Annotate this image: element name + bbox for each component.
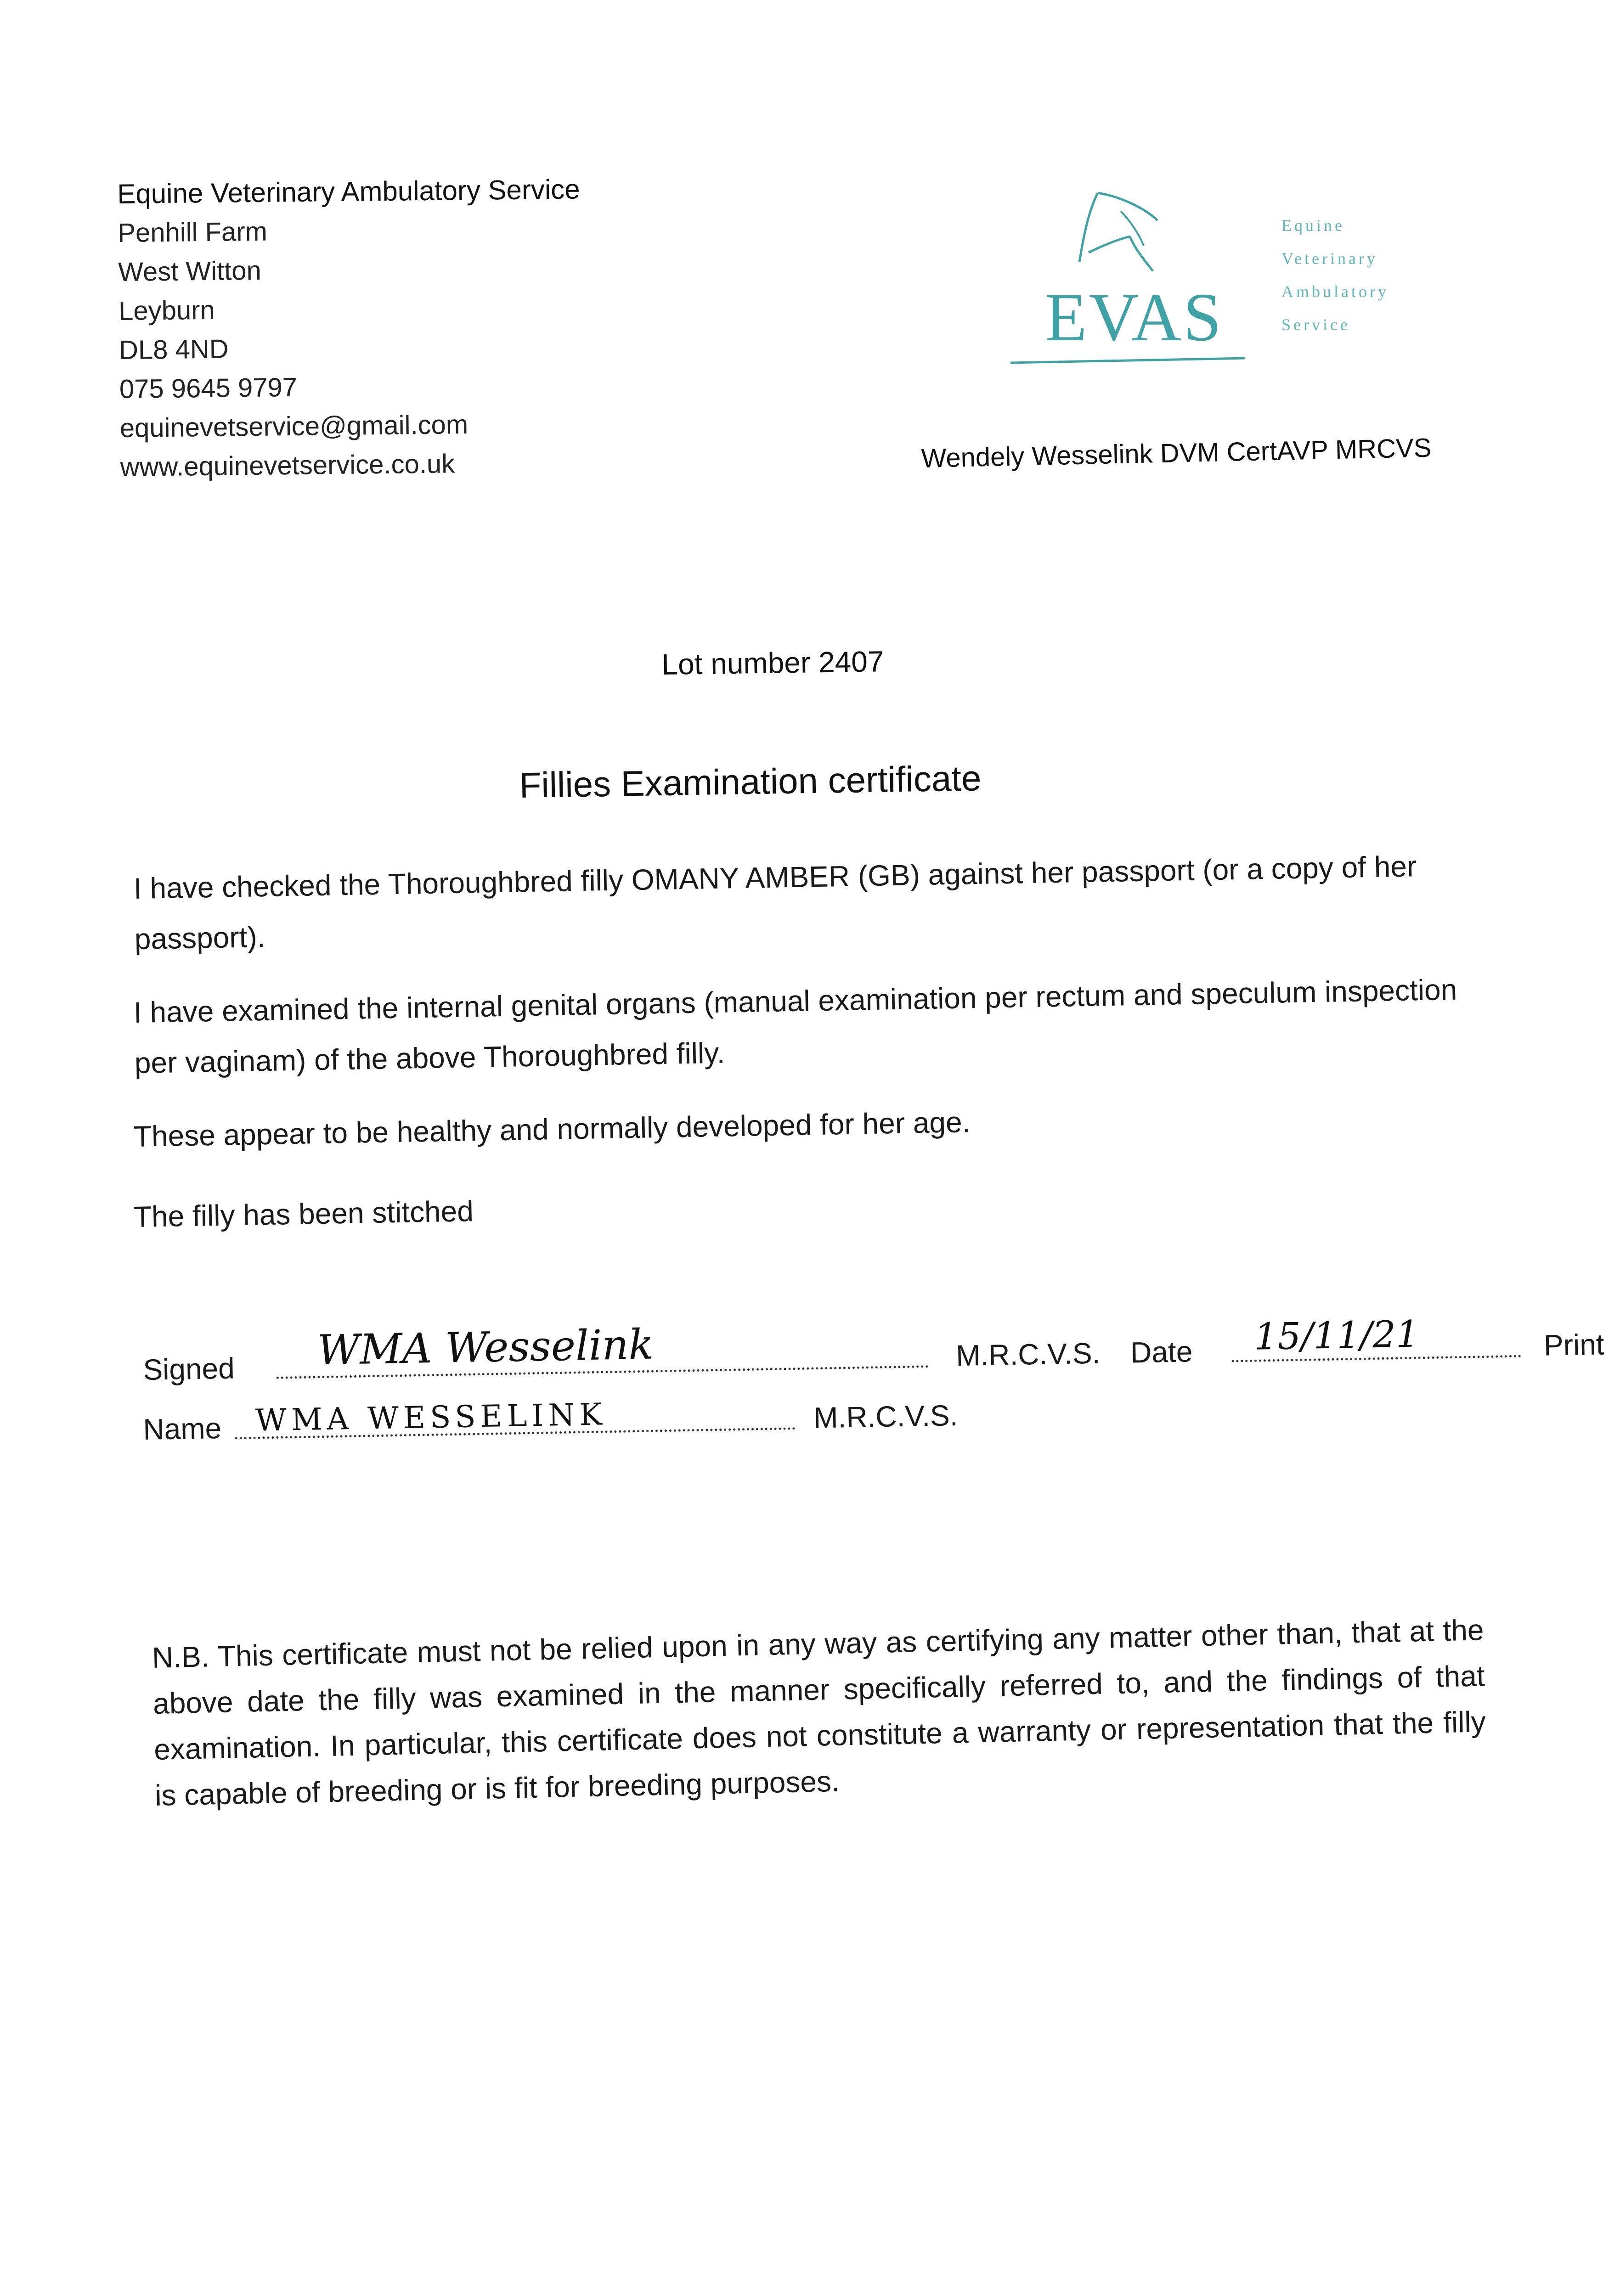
- logo-word: Equine: [1281, 216, 1345, 235]
- address-line: Penhill Farm: [117, 216, 268, 248]
- address-line: West Witton: [118, 255, 262, 287]
- logo-word: Veterinary: [1281, 249, 1378, 268]
- handwritten-signature: WMA Wesselink: [316, 1320, 654, 1375]
- logo-word: Service: [1281, 315, 1350, 334]
- phone-number: 075 9645 9797: [119, 372, 298, 404]
- mrcvs-label: M.R.C.V.S.: [955, 1336, 1101, 1373]
- address-line: Leyburn: [118, 295, 215, 326]
- postcode: DL8 4ND: [119, 334, 229, 365]
- name-label: Name: [142, 1412, 222, 1446]
- evas-logo: [1006, 184, 1442, 377]
- vet-name: Wendely Wesselink DVM CertAVP MRCVS: [921, 433, 1432, 473]
- logo-words: [1281, 209, 1389, 341]
- certificate-title: Fillies Examination certificate: [519, 758, 982, 805]
- paragraph-health: These appear to be healthy and normally developed for her age.: [133, 1105, 971, 1153]
- logo-word: Ambulatory: [1281, 282, 1389, 301]
- address-block: [117, 169, 672, 487]
- paragraph-stitched: The filly has been stitched: [133, 1194, 474, 1233]
- paragraph-passport-check: I have checked the Thoroughbred filly OMANY AMBER (GB) against her passport (or a copy of her passport).: [133, 850, 1417, 956]
- handwritten-date: 15/11/21: [1253, 1312, 1420, 1358]
- lot-number: Lot number 2407: [661, 645, 884, 681]
- organisation-name: Equine Veterinary Ambulatory Service: [117, 174, 580, 209]
- signed-label: Signed: [142, 1351, 235, 1386]
- paragraph-examination: I have examined the internal genital organs (manual examination per rectum and speculum inspection per vaginam) of the above Thoroughbred filly.: [133, 973, 1457, 1080]
- email-address: equinevetservice@gmail.com: [119, 410, 469, 443]
- website: www.equinevetservice.co.uk: [120, 449, 455, 482]
- date-label: Date: [1130, 1335, 1193, 1369]
- logo-letters: EVAS: [1045, 279, 1224, 355]
- handwritten-print-name: WMA WESSELINK: [255, 1396, 607, 1438]
- print-label: Print: [1543, 1328, 1605, 1362]
- nb-disclaimer: N.B. This certificate must not be relied upon in any way as certifying any matter other than, that at the above date the filly was examined in the manner specifically referred to, and the findings of that examination. In particular, this certificate does not constitute a warranty or representation that the filly is capable of breeding or is fit for breeding purposes.: [152, 1613, 1486, 1812]
- mrcvs-label: M.R.C.V.S.: [813, 1399, 958, 1435]
